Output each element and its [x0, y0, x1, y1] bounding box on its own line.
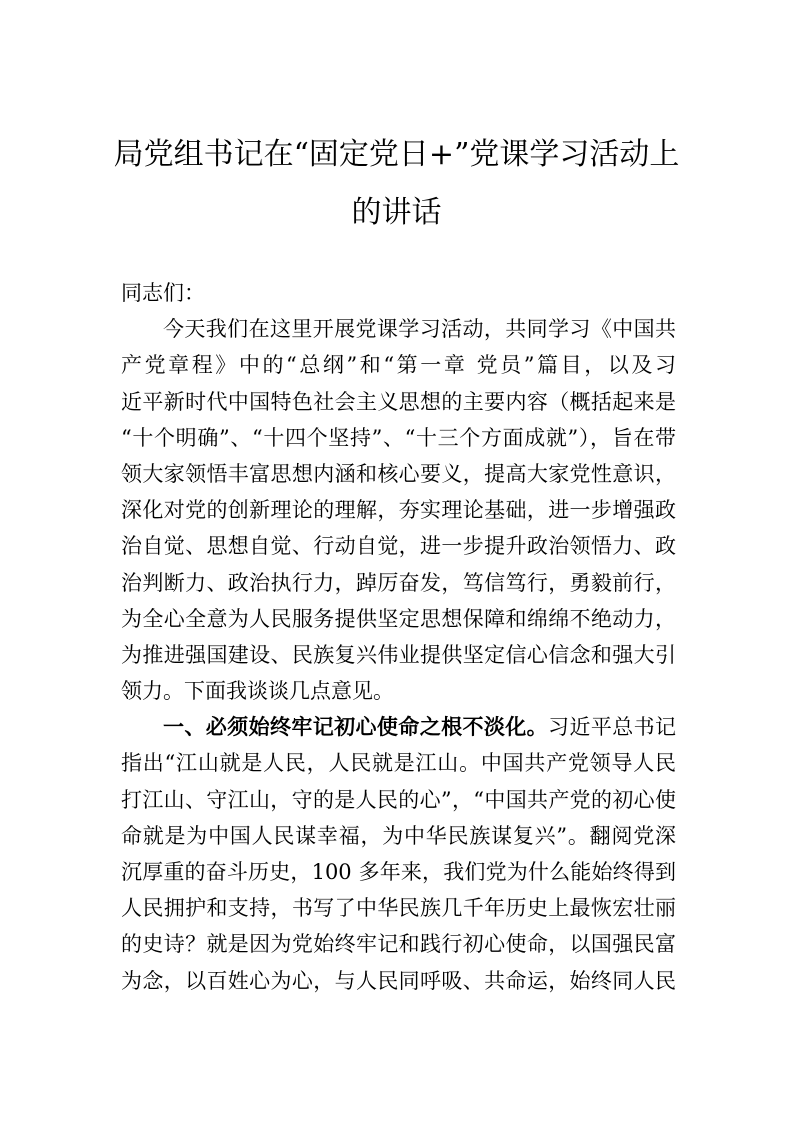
- paragraph-line: 为推进强国建设、民族复兴伟业提供坚定信心信念和强大引: [121, 642, 676, 667]
- salutation: 同志们：: [121, 281, 205, 305]
- paragraph-line: 的史诗？就是因为党始终牢记和践行初心使命，以国强民富: [121, 932, 676, 957]
- paragraph-line: 今天我们在这里开展党课学习活动，共同学习《中国共: [163, 317, 676, 342]
- paragraph-line: 指出“江山就是人民，人民就是江山。中国共产党领导人民: [121, 751, 676, 776]
- paragraph-line: 为念，以百姓心为心，与人民同呼吸、共命运，始终同人民: [121, 968, 676, 993]
- document-title-line-1: 局党组书记在“固定党日+”党课学习活动上: [113, 137, 680, 172]
- paragraph-line: 产党章程》中的“总纲”和“第一章 党员”篇目，以及习: [121, 353, 676, 378]
- paragraph-line: 领力。下面我谈谈几点意见。: [121, 679, 394, 704]
- section-1-heading: 一、必须始终牢记初心使命之根不淡化。: [163, 714, 549, 740]
- paragraph-line: 为全心全意为人民服务提供坚定思想保障和绵绵不绝动力，: [121, 606, 676, 631]
- paragraph-line: 命就是为中国人民谋幸福，为中华民族谋复兴”。翻阅党深: [121, 823, 676, 848]
- paragraph-line: 沉厚重的奋斗历史，100 多年来，我们党为什么能始终得到: [121, 860, 676, 884]
- paragraph-line: 领大家领悟丰富思想内涵和核心要义，提高大家党性意识，: [121, 461, 676, 486]
- paragraph-line: “十个明确”、“十四个坚持”、“十三个方面成就”），旨在带: [121, 425, 676, 450]
- section-1: [121, 709, 676, 999]
- paragraph-1: [121, 311, 676, 709]
- document-body: [121, 275, 676, 999]
- paragraph-line: 治判断力、政治执行力，踔厉奋发，笃信笃行，勇毅前行，: [121, 570, 676, 595]
- paragraph-line: 近平新时代中国特色社会主义思想的主要内容（概括起来是: [121, 389, 676, 414]
- document-title-line-2: 的讲话: [351, 195, 442, 230]
- paragraph-line: 打江山、守江山，守的是人民的心”，“中国共产党的初心使: [121, 787, 676, 812]
- section-1-first-line-text: 习近平总书记: [548, 715, 676, 740]
- paragraph-line: 深化对党的创新理论的理解，夯实理论基础，进一步增强政: [121, 498, 676, 523]
- section-1-first-line: [121, 709, 676, 745]
- paragraph-line: 人民拥护和支持，书写了中华民族几千年历史上最恢宏壮丽: [121, 896, 676, 921]
- paragraph-line: 治自觉、思想自觉、行动自觉，进一步提升政治领悟力、政: [121, 534, 676, 559]
